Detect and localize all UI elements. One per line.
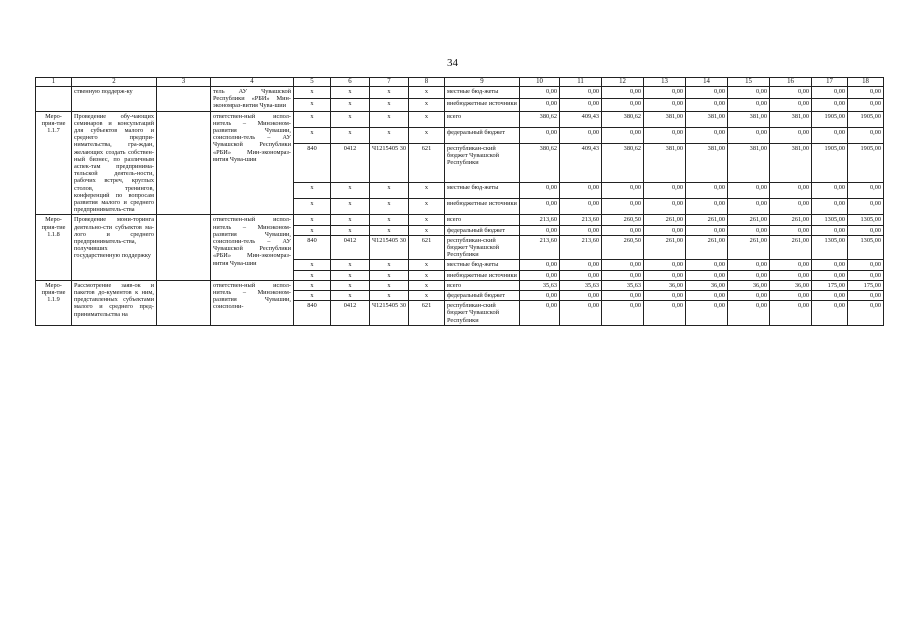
code-cell: x [331, 225, 370, 235]
amount-cell: 261,00 [686, 235, 728, 260]
code-cell: x [331, 291, 370, 301]
code-cell: x [370, 87, 409, 99]
code-cell: x [409, 280, 445, 290]
code-cell: x [331, 270, 370, 280]
amount-cell: 0,00 [770, 260, 812, 270]
column-header: 5 [294, 78, 331, 87]
amount-cell: 213,60 [560, 215, 602, 225]
code-cell: x [370, 111, 409, 127]
amount-cell: 0,00 [812, 199, 848, 215]
code-cell: Ч1215405 30 [370, 143, 409, 182]
code-cell: x [370, 280, 409, 290]
empty-cell [157, 280, 211, 325]
code-cell: x [331, 280, 370, 290]
amount-cell: 35,63 [602, 280, 644, 290]
amount-cell: 0,00 [812, 270, 848, 280]
amount-cell: 213,60 [520, 215, 560, 225]
amount-cell: 0,00 [644, 270, 686, 280]
code-cell: x [331, 111, 370, 127]
amount-cell: 0,00 [848, 301, 884, 326]
amount-cell: 36,00 [728, 280, 770, 290]
code-cell: x [370, 127, 409, 143]
amount-cell: 0,00 [644, 127, 686, 143]
amount-cell: 0,00 [644, 199, 686, 215]
code-cell: x [294, 127, 331, 143]
amount-cell: 0,00 [728, 291, 770, 301]
column-header: 8 [409, 78, 445, 87]
code-cell: x [294, 183, 331, 199]
empty-cell [157, 87, 211, 112]
amount-cell: 0,00 [686, 225, 728, 235]
amount-cell: 0,00 [728, 199, 770, 215]
code-cell: x [409, 260, 445, 270]
amount-cell: 0,00 [560, 291, 602, 301]
amount-cell: 0,00 [560, 183, 602, 199]
code-cell: x [370, 215, 409, 225]
code-cell: x [294, 111, 331, 127]
funding-source: внебюджетные источники [445, 199, 520, 215]
funding-source: федеральный бюджет [445, 127, 520, 143]
amount-cell: 381,00 [644, 111, 686, 127]
event-description: ственную поддерж-ку [72, 87, 157, 112]
empty-cell [157, 111, 211, 215]
amount-cell: 261,00 [770, 215, 812, 225]
amount-cell: 261,00 [644, 235, 686, 260]
table-row [36, 280, 884, 290]
amount-cell: 0,00 [848, 260, 884, 270]
code-cell: x [409, 199, 445, 215]
amount-cell: 213,60 [560, 235, 602, 260]
funding-source: внебюджетные источники [445, 270, 520, 280]
amount-cell: 0,00 [728, 127, 770, 143]
code-cell: 0412 [331, 143, 370, 182]
amount-cell: 261,00 [728, 235, 770, 260]
amount-cell: 1305,00 [848, 235, 884, 260]
code-cell: x [409, 225, 445, 235]
amount-cell: 0,00 [686, 183, 728, 199]
code-cell: x [370, 225, 409, 235]
amount-cell: 0,00 [686, 87, 728, 99]
amount-cell: 0,00 [812, 99, 848, 111]
amount-cell: 0,00 [520, 270, 560, 280]
amount-cell: 261,00 [686, 215, 728, 225]
amount-cell: 0,00 [812, 301, 848, 326]
column-header: 11 [560, 78, 602, 87]
event-executor: тель АУ Чувашской Республики «РБИ» Мин-экономраз-вития Чува-шии [211, 87, 294, 112]
amount-cell: 0,00 [848, 291, 884, 301]
amount-cell: 381,00 [770, 111, 812, 127]
amount-cell: 0,00 [560, 87, 602, 99]
amount-cell: 0,00 [520, 99, 560, 111]
amount-cell: 0,00 [686, 260, 728, 270]
column-header: 4 [211, 78, 294, 87]
amount-cell: 0,00 [812, 183, 848, 199]
column-header: 2 [72, 78, 157, 87]
amount-cell: 0,00 [520, 301, 560, 326]
table-row [36, 215, 884, 225]
code-cell: x [370, 99, 409, 111]
amount-cell: 0,00 [848, 127, 884, 143]
amount-cell: 0,00 [520, 199, 560, 215]
amount-cell: 409,43 [560, 111, 602, 127]
amount-cell: 0,00 [644, 87, 686, 99]
amount-cell: 0,00 [602, 87, 644, 99]
funding-source: федеральный бюджет [445, 225, 520, 235]
funding-source: местные бюд-жеты [445, 183, 520, 199]
amount-cell: 381,00 [728, 111, 770, 127]
amount-cell: 0,00 [848, 183, 884, 199]
amount-cell: 0,00 [728, 87, 770, 99]
code-cell: 840 [294, 301, 331, 326]
amount-cell: 0,00 [520, 291, 560, 301]
event-description: Рассмотрение заяв-ок и пакетов до-кументов к ним, представленных субъектами малого и среднего пред-принимательства на [72, 280, 157, 325]
amount-cell: 260,50 [602, 235, 644, 260]
amount-cell: 0,00 [770, 301, 812, 326]
funding-source: всего [445, 111, 520, 127]
amount-cell: 0,00 [602, 225, 644, 235]
code-cell: x [409, 183, 445, 199]
code-cell: 0412 [331, 235, 370, 260]
code-cell: x [294, 215, 331, 225]
event-label: Меро-прия-тие 1.1.9 [36, 280, 72, 325]
funding-source: всего [445, 215, 520, 225]
column-header: 7 [370, 78, 409, 87]
amount-cell: 0,00 [686, 199, 728, 215]
code-cell: x [294, 87, 331, 99]
amount-cell: 0,00 [770, 291, 812, 301]
amount-cell: 380,62 [602, 143, 644, 182]
amount-cell: 0,00 [812, 225, 848, 235]
code-cell: x [409, 215, 445, 225]
column-header: 16 [770, 78, 812, 87]
amount-cell: 0,00 [602, 301, 644, 326]
amount-cell: 0,00 [728, 260, 770, 270]
code-cell: x [294, 291, 331, 301]
page-number: 34 [447, 57, 458, 69]
amount-cell: 0,00 [728, 270, 770, 280]
amount-cell: 0,00 [812, 260, 848, 270]
column-header: 3 [157, 78, 211, 87]
amount-cell: 0,00 [602, 183, 644, 199]
code-cell: Ч1215405 30 [370, 235, 409, 260]
funding-source: федеральный бюджет [445, 291, 520, 301]
code-cell: x [409, 127, 445, 143]
code-cell: Ч1215405 30 [370, 301, 409, 326]
amount-cell: 0,00 [560, 270, 602, 280]
code-cell: x [294, 199, 331, 215]
amount-cell: 0,00 [812, 127, 848, 143]
amount-cell: 409,43 [560, 143, 602, 182]
code-cell: x [294, 225, 331, 235]
amount-cell: 35,63 [560, 280, 602, 290]
event-label: Меро-прия-тие 1.1.7 [36, 111, 72, 215]
amount-cell: 0,00 [848, 99, 884, 111]
table-row [36, 111, 884, 127]
amount-cell: 261,00 [770, 235, 812, 260]
amount-cell: 0,00 [644, 260, 686, 270]
amount-cell: 175,00 [812, 280, 848, 290]
amount-cell: 0,00 [848, 199, 884, 215]
column-header: 13 [644, 78, 686, 87]
event-description: Проведение обу-чающих семинаров и консультаций для субъектов малого и среднего предпри-нимательства, гра-ждан, желающих создать собствен-ный бизнес, по различным аспек-там предпринима-тельской деятель-ности, рабочих встреч, круглых столов, тренингов, конференций по вопросам развития малого и среднего предприниматель-ства [72, 111, 157, 215]
amount-cell: 0,00 [560, 225, 602, 235]
amount-cell: 0,00 [812, 87, 848, 99]
code-cell: x [409, 270, 445, 280]
amount-cell: 381,00 [686, 111, 728, 127]
code-cell: x [331, 99, 370, 111]
amount-cell: 0,00 [848, 225, 884, 235]
code-cell: x [294, 270, 331, 280]
event-executor: ответствен-ный испол-нитель – Минэконом-развития Чувашии, соисполни-тель – АУ Чувашской Республики «РБИ» Мин-экономраз-вития Чува-шии [211, 215, 294, 280]
amount-cell: 0,00 [520, 183, 560, 199]
code-cell: x [331, 87, 370, 99]
amount-cell: 0,00 [520, 87, 560, 99]
code-cell: x [370, 183, 409, 199]
amount-cell: 0,00 [770, 183, 812, 199]
amount-cell: 0,00 [686, 301, 728, 326]
code-cell: x [370, 260, 409, 270]
amount-cell: 0,00 [728, 183, 770, 199]
event-label [36, 87, 72, 112]
amount-cell: 0,00 [560, 301, 602, 326]
amount-cell: 1905,00 [812, 143, 848, 182]
amount-cell: 260,50 [602, 215, 644, 225]
amount-cell: 0,00 [602, 127, 644, 143]
code-cell: x [331, 199, 370, 215]
code-cell: x [294, 280, 331, 290]
amount-cell: 1905,00 [848, 143, 884, 182]
amount-cell: 0,00 [520, 127, 560, 143]
amount-cell: 0,00 [728, 99, 770, 111]
amount-cell: 381,00 [770, 143, 812, 182]
event-description: Проведение мони-торинга деятельно-сти субъектов ма-лого и среднего предприниматель-ства, получивших государственную поддержку [72, 215, 157, 280]
amount-cell: 261,00 [728, 215, 770, 225]
amount-cell: 0,00 [520, 225, 560, 235]
amount-cell: 1305,00 [812, 235, 848, 260]
amount-cell: 0,00 [602, 199, 644, 215]
amount-cell: 0,00 [644, 291, 686, 301]
code-cell: x [331, 127, 370, 143]
budget-table [35, 77, 884, 326]
code-cell: 840 [294, 143, 331, 182]
amount-cell: 0,00 [644, 301, 686, 326]
amount-cell: 0,00 [644, 99, 686, 111]
amount-cell: 0,00 [770, 270, 812, 280]
code-cell: x [294, 99, 331, 111]
amount-cell: 381,00 [644, 143, 686, 182]
amount-cell: 0,00 [770, 225, 812, 235]
code-cell: 621 [409, 143, 445, 182]
amount-cell: 0,00 [848, 270, 884, 280]
code-cell: x [409, 99, 445, 111]
code-cell: 621 [409, 235, 445, 260]
amount-cell: 1305,00 [812, 215, 848, 225]
code-cell: x [370, 291, 409, 301]
empty-cell [157, 215, 211, 280]
code-cell: x [370, 270, 409, 280]
amount-cell: 380,62 [602, 111, 644, 127]
code-cell: x [409, 87, 445, 99]
table-row [36, 87, 884, 99]
code-cell: x [331, 260, 370, 270]
amount-cell: 0,00 [770, 99, 812, 111]
amount-cell: 213,60 [520, 235, 560, 260]
amount-cell: 0,00 [770, 199, 812, 215]
funding-source: местные бюд-жеты [445, 87, 520, 99]
amount-cell: 380,62 [520, 111, 560, 127]
funding-source: внебюджетные источники [445, 99, 520, 111]
amount-cell: 0,00 [848, 87, 884, 99]
amount-cell: 0,00 [560, 260, 602, 270]
amount-cell: 36,00 [770, 280, 812, 290]
column-header: 6 [331, 78, 370, 87]
amount-cell: 0,00 [602, 260, 644, 270]
column-header: 12 [602, 78, 644, 87]
amount-cell: 380,62 [520, 143, 560, 182]
code-cell: x [409, 111, 445, 127]
amount-cell: 0,00 [812, 291, 848, 301]
event-label: Меро-прия-тие 1.1.8 [36, 215, 72, 280]
column-header: 14 [686, 78, 728, 87]
code-cell: x [331, 215, 370, 225]
event-executor: ответствен-ный испол-нитель – Минэконом-развития Чувашии, соисполни- [211, 280, 294, 325]
column-header: 18 [848, 78, 884, 87]
amount-cell: 0,00 [520, 260, 560, 270]
amount-cell: 381,00 [686, 143, 728, 182]
column-header: 17 [812, 78, 848, 87]
amount-cell: 0,00 [728, 301, 770, 326]
amount-cell: 0,00 [560, 127, 602, 143]
code-cell: x [331, 183, 370, 199]
amount-cell: 1905,00 [848, 111, 884, 127]
funding-source: республикан-ский бюджет Чувашской Республики [445, 235, 520, 260]
amount-cell: 381,00 [728, 143, 770, 182]
amount-cell: 0,00 [602, 291, 644, 301]
column-header: 10 [520, 78, 560, 87]
amount-cell: 1305,00 [848, 215, 884, 225]
amount-cell: 0,00 [728, 225, 770, 235]
header-row [36, 78, 884, 87]
code-cell: 0412 [331, 301, 370, 326]
code-cell: x [370, 199, 409, 215]
amount-cell: 0,00 [686, 99, 728, 111]
funding-source: республикан-ский бюджет Чувашской Республики [445, 143, 520, 182]
amount-cell: 1905,00 [812, 111, 848, 127]
amount-cell: 0,00 [770, 87, 812, 99]
column-header: 1 [36, 78, 72, 87]
amount-cell: 0,00 [644, 183, 686, 199]
amount-cell: 0,00 [560, 99, 602, 111]
column-header: 15 [728, 78, 770, 87]
amount-cell: 35,63 [520, 280, 560, 290]
code-cell: 621 [409, 301, 445, 326]
amount-cell: 0,00 [686, 270, 728, 280]
code-cell: x [409, 291, 445, 301]
amount-cell: 0,00 [602, 99, 644, 111]
event-executor: ответствен-ный испол-нитель – Минэконом-развития Чувашии, соисполни-тель – АУ Чувашской Республики «РБИ» Мин-экономраз-вития Чува-шии [211, 111, 294, 215]
amount-cell: 175,00 [848, 280, 884, 290]
column-header: 9 [445, 78, 520, 87]
code-cell: x [294, 260, 331, 270]
funding-source: местные бюд-жеты [445, 260, 520, 270]
amount-cell: 0,00 [560, 199, 602, 215]
funding-source: республикан-ский бюджет Чувашской Республики [445, 301, 520, 326]
amount-cell: 0,00 [644, 225, 686, 235]
funding-source: всего [445, 280, 520, 290]
amount-cell: 0,00 [602, 270, 644, 280]
amount-cell: 0,00 [686, 291, 728, 301]
code-cell: 840 [294, 235, 331, 260]
amount-cell: 0,00 [686, 127, 728, 143]
amount-cell: 261,00 [644, 215, 686, 225]
amount-cell: 0,00 [770, 127, 812, 143]
amount-cell: 36,00 [686, 280, 728, 290]
amount-cell: 36,00 [644, 280, 686, 290]
